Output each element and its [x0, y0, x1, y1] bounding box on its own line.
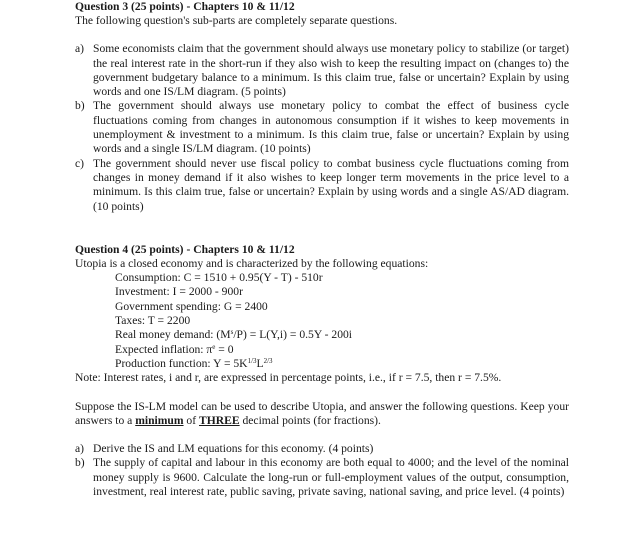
question-4-intro: Utopia is a closed economy and is characterized by the following equations:: [75, 256, 429, 270]
part-marker: a): [75, 42, 85, 56]
question-4-part-a: [75, 442, 569, 456]
emphasis-three: THREE: [199, 413, 240, 427]
part-text: The government should never use fiscal policy to combat business cycle fluctuations coming from changes in money demand if it also wishes to keep longer term movements in the price level to a minimum. Is this claim true, false or uncertain? Explain by using words and a single AS/AD diagram. (10 points): [93, 156, 569, 213]
part-text: The supply of capital and labour in this economy are both equal to 4000; and the level of the nominal money supply is 9600. Calculate the long-run or full-employment values of the output, consumption, investment, real interest rate, public saving, private saving, national saving, and price level. (4 points): [93, 456, 569, 499]
question-4-parts: [75, 442, 569, 499]
question-3-title: Question 3 (25 points) - Chapters 10 & 11/12: [75, 0, 295, 13]
part-text: Derive the IS and LM equations for this economy. (4 points): [93, 442, 374, 456]
equation-consumption: Consumption: C = 1510 + 0.95(Y - T) - 510r: [115, 271, 323, 285]
equation-taxes: Taxes: T = 2200: [115, 314, 191, 328]
emphasis-minimum: minimum: [135, 413, 184, 427]
section-spacer: [75, 214, 569, 243]
equation-expected-inflation: Expected inflation: $\pi^e = 0$: [115, 342, 234, 356]
part-marker: a): [75, 442, 85, 456]
question-4-title: Question 4 (25 points) - Chapters 10 & 11/12: [75, 242, 295, 256]
equation-production: Production function: $Y = 5K^{1/3}L^{2/3}$: [115, 356, 273, 370]
question-3-part-b: [75, 99, 569, 156]
question-3-part-c: [75, 157, 569, 214]
question-3-parts: [75, 42, 569, 214]
part-marker: b): [75, 99, 85, 113]
part-text: The government should always use monetary policy to combat the effect of business cycle fluctuations coming from changes in autonomous consumption if it wishes to keep movements in unemployment & investment to a minimum. Is this claim true, false or uncertain? Explain by using words and a single IS/LM diagram. (10 points): [93, 99, 569, 156]
part-text: Some economists claim that the government should always use monetary policy to stabilize (or target) the real interest rate in the short-run if they also wish to keep the resulting impact on (changes to) the government budgetary balance to a minimum. Is this claim true, false or uncertain? Explain by using words and one IS/LM diagram. (5 points): [93, 42, 569, 99]
question-3-part-a: [75, 42, 569, 99]
question-3-intro: The following question's sub-parts are completely separate questions.: [75, 14, 398, 27]
instructions-paragraph: Suppose the IS-LM model can be used to describe Utopia, and answer the following questions. Keep your answers to a minimum of THREE decimal points (for fractions).: [75, 399, 569, 427]
equations-block: [75, 271, 569, 371]
part-marker: b): [75, 456, 85, 470]
equation-money-demand: Real money demand: $(M^s/P) = L(Y,i) = 0.5Y - 200i$: [115, 328, 353, 342]
exam-page: [75, 0, 569, 499]
interest-rate-note: Note: Interest rates, i and r, are expressed in percentage points, i.e., if r = 7.5, then r = 7.5%.: [75, 371, 502, 385]
equation-investment: Investment: I = 2000 - 900r: [115, 285, 243, 299]
question-4-part-b: [75, 456, 569, 499]
part-marker: c): [75, 156, 85, 170]
equation-government: Government spending: G = 2400: [115, 299, 268, 313]
